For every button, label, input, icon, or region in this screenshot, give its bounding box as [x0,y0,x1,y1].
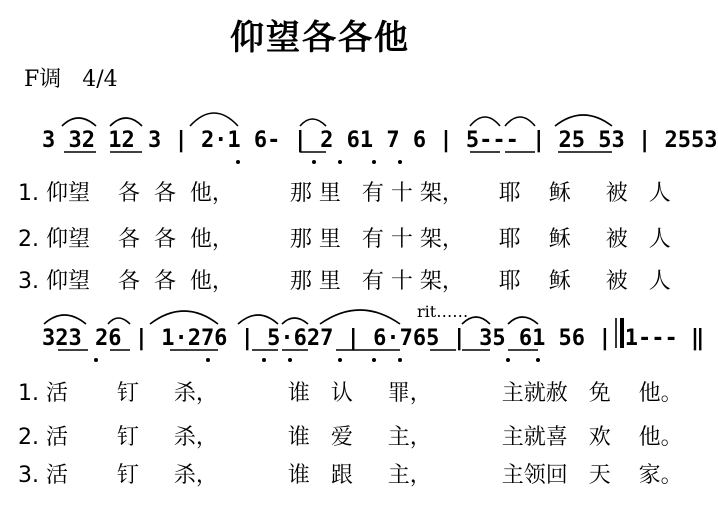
lyric-line-2-verse-1: 1. 活 钉 杀， 谁 认 罪， 主就赦 免 他。 [18,381,683,406]
slur [508,317,538,324]
slur [238,315,278,324]
lyric-line-1-verse-3: 3. 仰望 各 各 他， 那 里 有 十 架， 耶 稣 被 人 [18,269,671,294]
lyric-line-2-verse-3: 3. 活 钉 杀， 谁 跟 主， 主领回 天 家。 [18,463,683,488]
slur [282,318,308,324]
slur [505,117,535,126]
slur [108,318,130,324]
key-label: F调 [24,67,62,92]
slur [320,310,400,324]
lyric-line-1-verse-1: 1. 仰望 各 各 他， 那 里 有 十 架， 耶 稣 被 人 [18,181,671,206]
slur [190,113,238,126]
slur [62,118,96,126]
key-signature [24,62,132,93]
slur [44,315,86,324]
lyric-line-1-verse-2: 2. 仰望 各 各 他， 那 里 有 十 架， 耶 稣 被 人 [18,227,671,252]
lyric-line-2-verse-2: 2. 活 钉 杀， 谁 爱 主， 主就喜 欢 他。 [18,425,683,450]
slur [300,119,326,126]
notation-line-2: 323 26 | 1·276 | 5·627 | 6·765 | 35 61 56 | 1--- ‖ [42,326,705,351]
notation-line-1: 3 32 12 3 | 2·1 6- | 2 61 7 6 | 5--- | 25 53 | 2553 [42,128,718,153]
slur [470,117,500,126]
ritardando-mark: rit…… [417,302,469,321]
slur [110,118,142,126]
slur [555,115,612,126]
song-title: 仰望各各他 [230,18,410,58]
slur [150,311,218,324]
time-signature: 4/4 [82,67,118,92]
